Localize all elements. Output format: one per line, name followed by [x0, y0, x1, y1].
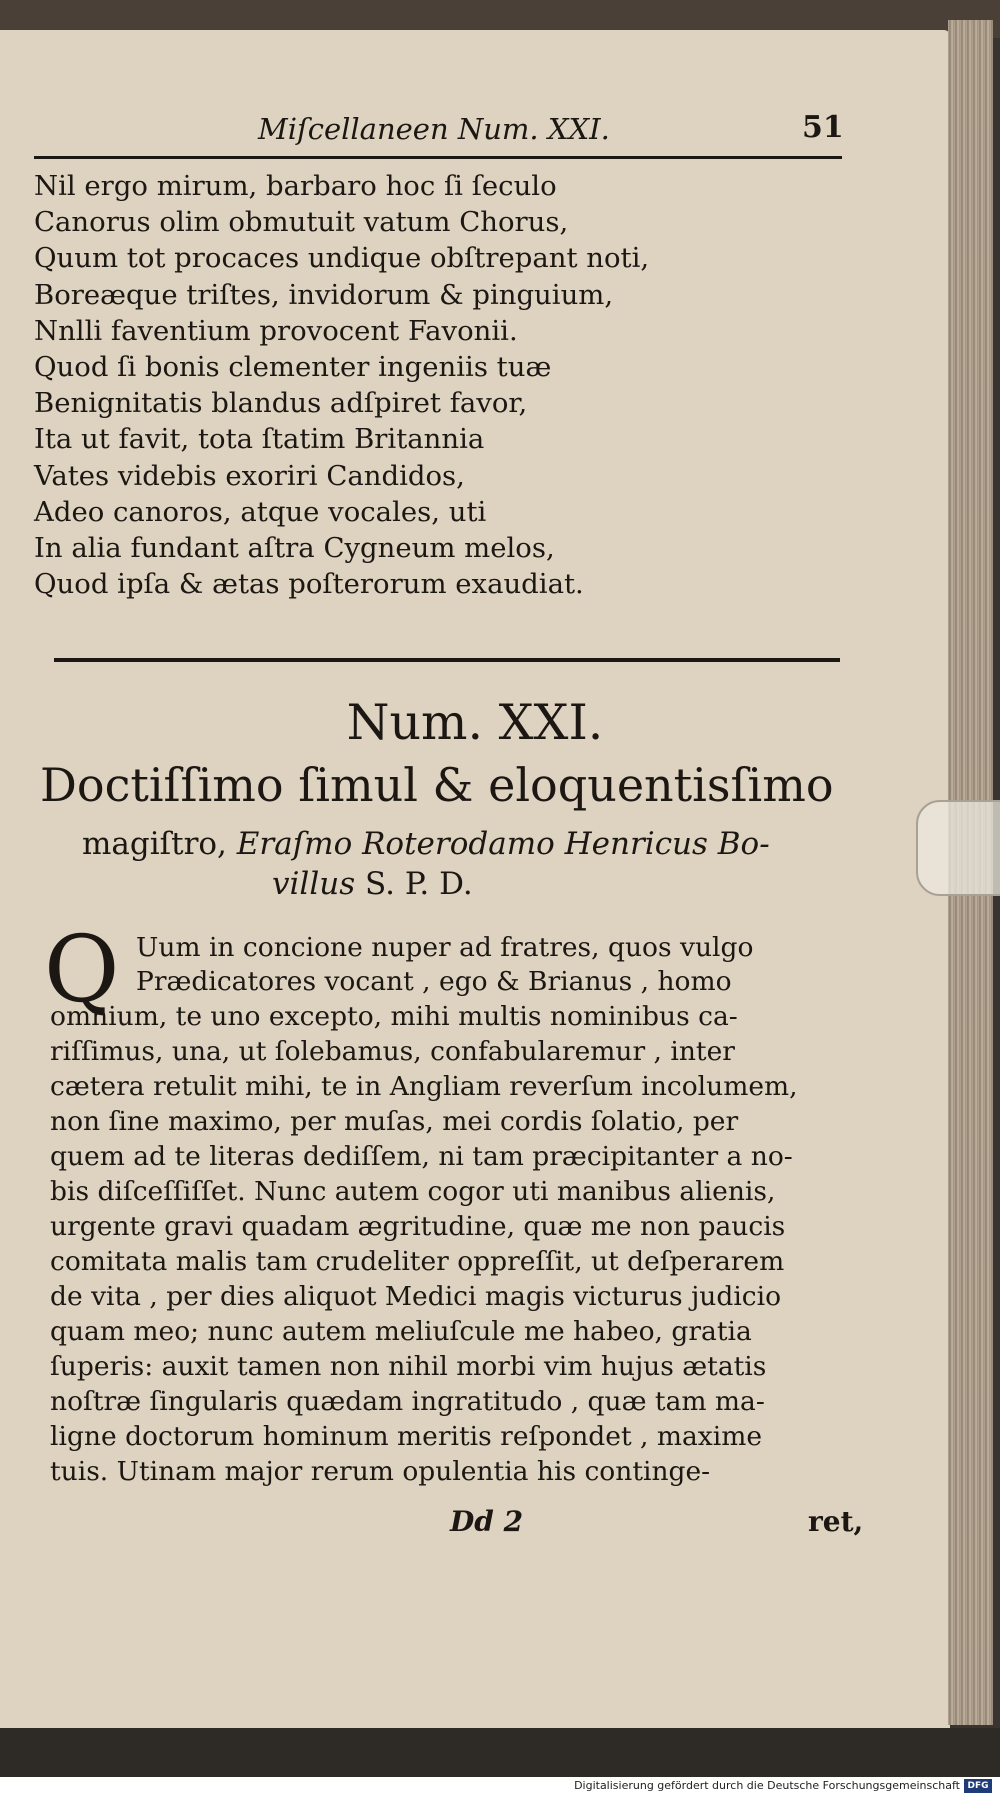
- letter-line: quem ad te literas dediſſem, ni tam præcipitanter a no-: [50, 1141, 793, 1172]
- letter-heading-line3: [272, 866, 473, 902]
- letter-line: ligne doctorum hominum meritis reſpondet , maxime: [50, 1421, 763, 1452]
- poem-line: Adeo canoros, atque vocales, uti: [34, 495, 487, 528]
- poem-block: [34, 168, 854, 602]
- poem-line: Benignitatis blandus adſpiret favor,: [34, 387, 528, 420]
- poem-line: Nnlli faventium provocent Favonii.: [34, 314, 518, 347]
- letter-line: bis diſceſſiſſet. Nunc autem cogor uti manibus alienis,: [50, 1176, 776, 1207]
- header-rule: [34, 156, 842, 159]
- bookmark-tab: [916, 800, 1000, 896]
- letter-heading-line2: [82, 826, 770, 862]
- letter-line: de vita , per dies aliquot Medici magis victurus judicio: [50, 1281, 782, 1312]
- heading-sender: villus: [272, 866, 356, 902]
- page-number: 51: [802, 110, 844, 145]
- poem-line: Canorus olim obmutuit vatum Chorus,: [34, 206, 569, 239]
- poem-line: Quod ſi bonis clementer ingeniis tuæ: [34, 351, 552, 384]
- poem-line: Ita ut favit, tota ſtatim Britannia: [34, 423, 485, 456]
- letter-line: non ſine maximo, per muſas, mei cordis ſolatio, per: [50, 1106, 739, 1137]
- letter-line: Prædicatores vocant , ego & Brianus , homo: [136, 966, 732, 997]
- poem-line: Quod ipſa & ætas poſterorum exaudiat.: [34, 568, 584, 601]
- section-number: Num. XXI.: [346, 694, 604, 751]
- letter-line: omnium, te uno excepto, mihi multis nominibus ca-: [50, 1001, 738, 1032]
- section-rule: [54, 658, 840, 662]
- catchword: ret,: [808, 1505, 864, 1538]
- letter-line: urgente gravi quadam ægritudine, quæ me non paucis: [50, 1211, 786, 1242]
- poem-line: Nil ergo mirum, barbaro hoc ſi ſeculo: [34, 170, 557, 202]
- poem-line: Boreæque triſtes, invidorum & pinguium,: [34, 278, 614, 311]
- letter-line: riſſimus, una, ut ſolebamus, confabularemur , inter: [50, 1036, 735, 1067]
- heading-salutation: S. P. D.: [355, 866, 473, 902]
- dfg-logo: DFG: [964, 1779, 992, 1793]
- letter-line: cætera retulit mihi, te in Angliam reverſum incolumem,: [50, 1071, 798, 1102]
- letter-line: tuis. Utinam major rerum opulentia his continge-: [50, 1456, 711, 1487]
- letter-line: Uum in concione nuper ad fratres, quos vulgo: [136, 932, 754, 963]
- heading-recipient: Eraſmo Roterodamo Henricus Bo-: [236, 826, 770, 862]
- drop-cap: Q: [44, 916, 120, 1023]
- letter-heading-line1: Doctiſſimo ſimul & eloquentisſimo: [40, 758, 834, 812]
- poem-line: Quum tot procaces undique obſtrepant noti,: [34, 242, 650, 275]
- signature-mark: Dd 2: [450, 1505, 524, 1538]
- letter-line: comitata malis tam crudeliter oppreſſit, ut deſperarem: [50, 1246, 785, 1277]
- digitization-credit: Digitalisierung gefördert durch die Deutsche Forschungsgemeinschaft: [574, 1779, 960, 1792]
- letter-line: ſuperis: auxit tamen non nihil morbi vim hujus ætatis: [50, 1351, 767, 1382]
- poem-line: Vates videbis exoriri Candidos,: [34, 459, 465, 492]
- letter-line: quam meo; nunc autem meliuſcule me habeo, gratia: [50, 1316, 752, 1347]
- heading-magistro: magiſtro,: [82, 826, 237, 862]
- running-head: Miſcellaneen Num. XXI.: [258, 112, 610, 146]
- letter-line: noſtræ ſingularis quædam ingratitudo , quæ tam ma-: [50, 1386, 765, 1417]
- poem-line: In alia fundant aſtra Cygneum melos,: [34, 532, 555, 565]
